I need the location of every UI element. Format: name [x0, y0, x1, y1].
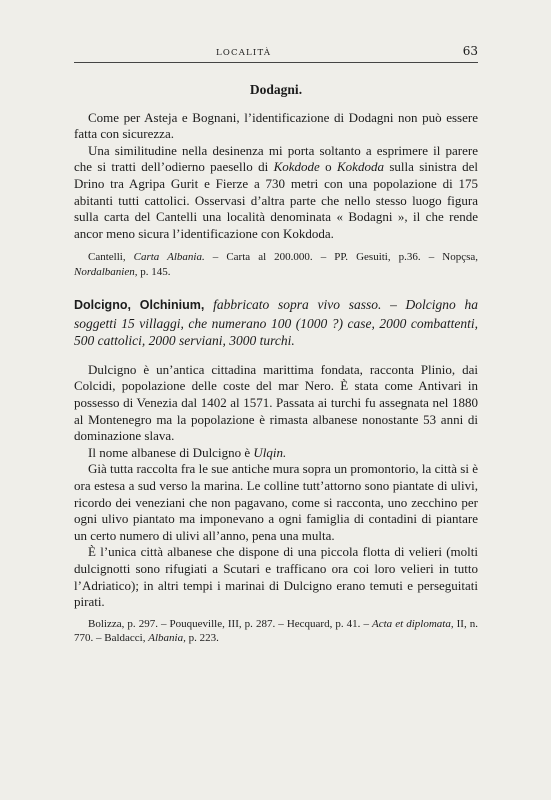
place-name: Kokdode — [273, 159, 320, 175]
entry-heading-dulcigno — [74, 296, 478, 350]
ref-title: Albania, — [148, 632, 186, 645]
text-run: Una similitudine nella desinenza mi porta soltanto a esprimere il parere che si tratti dell’odierno paesello di — [74, 142, 478, 175]
paragraph — [74, 143, 478, 243]
running-header — [74, 44, 478, 63]
ref-text: Cantelli, — [88, 251, 134, 264]
section-title-dodagni: Dodagni. — [249, 82, 303, 97]
place-name: Kokdoda — [337, 159, 384, 175]
page-number: 63 — [462, 44, 478, 58]
ref-text: II, n. 770. – Baldacci, — [74, 617, 478, 645]
ref-text: – Carta al 200.000. – PP. Gesuiti, p.36. – Nopçsa, — [204, 251, 478, 264]
page-body — [74, 82, 478, 646]
text-run: sulla sinistra del Drino tra Agripa Gurit e Fierze a 730 metri con una popolazione di 175 abitanti tutti cattolici. Osservasi d’altra parte che nello stesso luogo figura sulla carta del Cantelli una località denominata « Bodagni », il che rende ancor meno sicura l’identificazione con Kokdoda. — [74, 159, 479, 241]
entry-description: fabbricato sopra vivo sasso. – Dolcigno ha soggetti 15 villaggi, che numerano 100 (1000 ?) case, 2000 combattenti, 500 cattolici, 2000 serviani, 3000 turchi. — [74, 297, 478, 349]
paragraph: È l’unica città albanese che dispone di una piccola flotta di velieri (molti dulcignotti sono rifugiati a Scutari e trafficano ora coi loro velieri in tutto l’Adriatico); in altri tempi i marinai di Dulcigno erano temuti e perseguitati pirati. — [74, 544, 478, 610]
ref-text: Bolizza, p. 297. – Pouqueville, III, p. 287. – Hecquard, p. 41. – — [88, 617, 373, 630]
ref-title: Nordalbanien, — [74, 265, 138, 278]
ref-title: Carta Albania. — [133, 251, 205, 264]
ref-text: p. 145. — [137, 265, 171, 278]
paragraph: Come per Asteja e Bognani, l’identificazione di Dodagni non può essere fatta con sicurezza. — [74, 109, 478, 142]
text-run: Il nome albanese di Dulcigno è — [88, 444, 254, 460]
entry-name: Dolcigno, Olchinium, — [74, 298, 205, 313]
paragraph: Dulcigno è un’antica cittadina marittima fondata, racconta Plinio, dai Colcidi, popolazione delle coste del mar Nero. È stata come Antivari in possesso di Venezia dal 1402 al 1571. Passata ai turchi fu assegnata nel 1880 al Montenegro ma la popolazione è rimasta albanese nonostante 53 anni di dominazione slava. — [74, 361, 478, 444]
ref-title: Acta et diplomata, — [372, 617, 454, 630]
references — [74, 250, 478, 279]
running-title: LOCALITÀ — [216, 48, 272, 58]
text-run: o — [319, 159, 338, 175]
references — [74, 617, 478, 646]
paragraph: Già tutta raccolta fra le sue antiche mura sopra un promontorio, la città si è ora estesa a sud verso la marina. Le colline tutt’attorno sono piantate di ulivi, ricordo dei veneziani che non pagavano, come si racconta, uno zecchino per ogni ulivo piantato ma imponevano a ogni famiglia di contadini di piantare un certo numero di ulivi all’anno, pena una multa. — [74, 461, 478, 543]
ref-text: p. 223. — [185, 632, 219, 645]
place-name: Ulqin. — [253, 444, 287, 460]
paragraph — [74, 445, 478, 462]
